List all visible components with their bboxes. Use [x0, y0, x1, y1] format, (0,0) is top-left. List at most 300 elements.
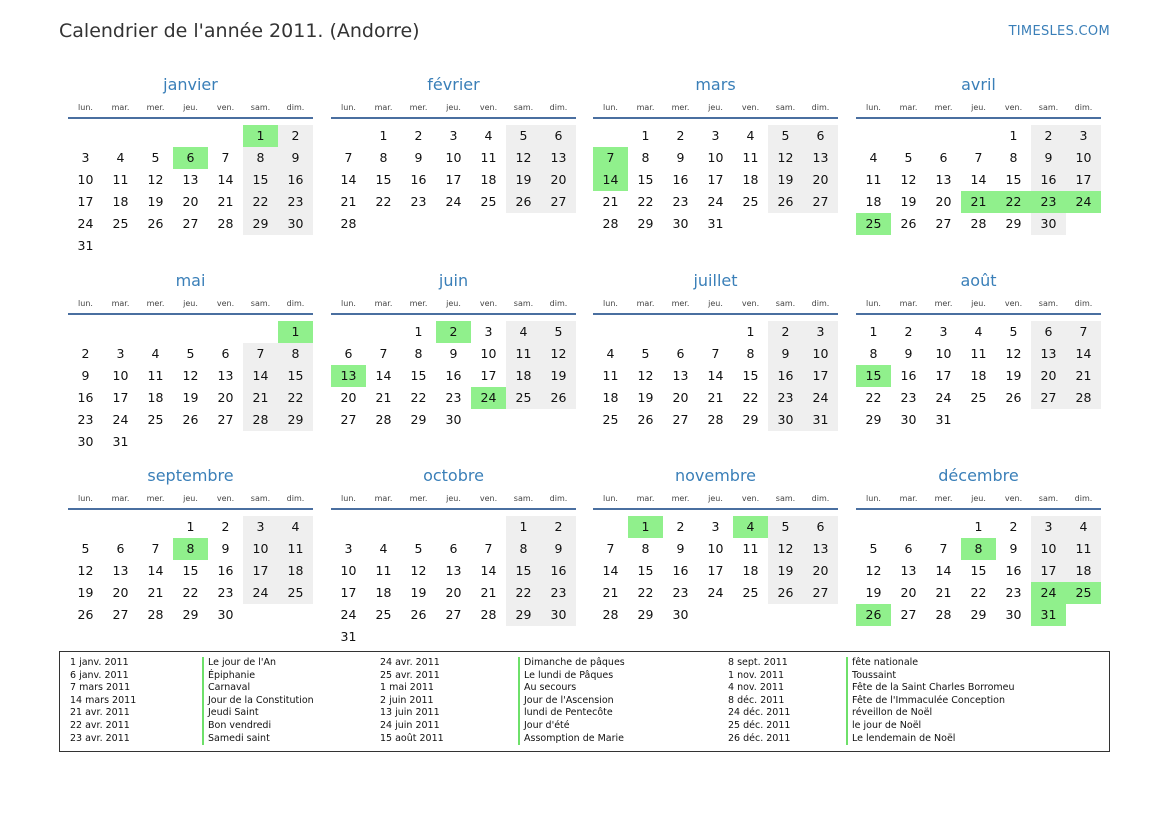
weekday-label: mer. — [671, 299, 690, 308]
day-cell: 18 — [278, 560, 313, 582]
legend-date: 8 sept. 2011 — [728, 657, 788, 668]
legend-date: 25 avr. 2011 — [380, 669, 440, 681]
day-cell: 3 — [116, 346, 125, 361]
legend-holiday-name: Jour de la Constitution — [208, 694, 314, 706]
site-link[interactable]: TIMESLES.COM — [1008, 24, 1110, 39]
day-cell: 14 — [340, 172, 357, 187]
weekday-label: lun. — [866, 494, 881, 503]
day-cell: 23 — [900, 390, 917, 405]
day-cell: 9 — [1009, 541, 1018, 556]
day-cell: 29 — [1005, 216, 1022, 231]
day-cell: 22 — [637, 585, 654, 600]
weekday-label: lun. — [78, 494, 93, 503]
day-cell: 5 — [541, 321, 576, 343]
day-cell: 27 — [803, 191, 838, 213]
month-divider — [856, 117, 1101, 119]
day-cell: 30 — [672, 607, 689, 622]
weekday-label: ven. — [479, 494, 498, 503]
legend-holiday-name: Le jour de l'An — [208, 657, 277, 668]
day-cell: 24 — [445, 194, 462, 209]
day-cell: 12 — [900, 172, 917, 187]
legend-dates-col — [70, 657, 136, 745]
day-cell: 29 — [278, 409, 313, 431]
day-cell: 23 — [410, 194, 427, 209]
day-cell: 12 — [147, 172, 164, 187]
day-cell: 11 — [147, 368, 164, 383]
day-cell: 20 — [445, 585, 462, 600]
day-cell: 15 — [182, 563, 199, 578]
holiday-day-cell: 6 — [173, 147, 208, 169]
day-cell: 8 — [746, 346, 755, 361]
day-cell: 13 — [900, 563, 917, 578]
day-cell: 22 — [970, 585, 987, 600]
day-cell: 10 — [707, 150, 724, 165]
day-cell: 17 — [1066, 169, 1101, 191]
day-cell: 15 — [970, 563, 987, 578]
day-cell: 19 — [865, 585, 882, 600]
day-cell: 22 — [506, 582, 541, 604]
weekday-label: ven. — [216, 299, 235, 308]
legend-date: 26 déc. 2011 — [728, 732, 791, 744]
day-cell: 20 — [340, 390, 357, 405]
legend-date: 7 mars 2011 — [70, 682, 131, 694]
weekday-label: sam. — [513, 103, 534, 112]
day-cell: 13 — [445, 563, 462, 578]
day-cell: 8 — [1009, 150, 1018, 165]
day-cell: 10 — [243, 538, 278, 560]
day-cell: 8 — [414, 346, 423, 361]
day-cell: 6 — [904, 541, 913, 556]
day-cell: 14 — [935, 563, 952, 578]
day-cell: 26 — [637, 412, 654, 427]
day-cell: 25 — [112, 216, 129, 231]
month-name: août — [960, 271, 997, 290]
day-cell: 1 — [746, 324, 755, 339]
weekday-label: dim. — [811, 494, 830, 503]
day-cell: 2 — [1009, 519, 1018, 534]
weekday-label: mer. — [409, 494, 428, 503]
day-cell: 31 — [340, 629, 357, 644]
holiday-day-cell: 7 — [593, 147, 628, 169]
day-cell: 9 — [676, 150, 685, 165]
day-cell: 2 — [1031, 125, 1066, 147]
weekday-label: sam. — [1038, 103, 1059, 112]
day-cell: 27 — [182, 216, 199, 231]
day-cell: 22 — [410, 390, 427, 405]
day-cell: 6 — [116, 541, 125, 556]
day-cell: 30 — [1005, 607, 1022, 622]
day-cell: 9 — [81, 368, 90, 383]
month-name: septembre — [147, 466, 234, 485]
day-cell: 6 — [939, 150, 948, 165]
day-cell: 6 — [449, 541, 458, 556]
weekday-label: jeu. — [446, 103, 461, 112]
day-cell: 2 — [278, 125, 313, 147]
day-cell: 26 — [768, 582, 803, 604]
day-cell: 23 — [1005, 585, 1022, 600]
legend-names-col — [202, 657, 314, 745]
day-cell: 30 — [77, 434, 94, 449]
day-cell: 1 — [641, 128, 650, 143]
legend-holiday-name: lundi de Pentecôte — [524, 707, 613, 719]
weekday-label: ven. — [216, 103, 235, 112]
day-cell: 14 — [375, 368, 392, 383]
legend-holiday-name: Samedi saint — [208, 732, 270, 744]
day-cell: 19 — [900, 194, 917, 209]
day-cell: 3 — [1066, 125, 1101, 147]
day-cell: 19 — [637, 390, 654, 405]
day-cell: 10 — [340, 563, 357, 578]
day-cell: 30 — [900, 412, 917, 427]
day-cell: 2 — [221, 519, 230, 534]
day-cell: 4 — [278, 516, 313, 538]
weekday-label: mer. — [146, 494, 165, 503]
day-cell: 9 — [414, 150, 423, 165]
day-cell: 20 — [182, 194, 199, 209]
day-cell: 17 — [480, 368, 497, 383]
legend-holiday-name: Le lundi de Pâques — [524, 669, 614, 681]
day-cell: 9 — [768, 343, 803, 365]
day-cell: 5 — [151, 150, 160, 165]
day-cell: 8 — [278, 343, 313, 365]
day-cell: 8 — [243, 147, 278, 169]
weekday-label: dim. — [549, 299, 568, 308]
day-cell: 26 — [541, 387, 576, 409]
month-name: octobre — [423, 466, 484, 485]
day-cell: 21 — [147, 585, 164, 600]
day-cell: 10 — [803, 343, 838, 365]
weekday-label: mar. — [374, 299, 393, 308]
legend-date: 4 nov. 2011 — [728, 682, 784, 694]
day-cell: 3 — [449, 128, 458, 143]
day-cell: 24 — [707, 585, 724, 600]
day-cell: 19 — [410, 585, 427, 600]
day-cell: 11 — [1066, 538, 1101, 560]
day-cell: 2 — [768, 321, 803, 343]
weekday-label: mar. — [636, 103, 655, 112]
day-cell: 21 — [217, 194, 234, 209]
day-cell: 18 — [112, 194, 129, 209]
day-cell: 3 — [1031, 516, 1066, 538]
day-cell: 17 — [1031, 560, 1066, 582]
day-cell: 6 — [803, 516, 838, 538]
day-cell: 5 — [414, 541, 423, 556]
day-cell: 9 — [221, 541, 230, 556]
day-cell: 26 — [1005, 390, 1022, 405]
day-cell: 11 — [865, 172, 882, 187]
day-cell: 7 — [151, 541, 160, 556]
day-cell: 30 — [445, 412, 462, 427]
weekday-label: jeu. — [446, 494, 461, 503]
day-cell: 29 — [865, 412, 882, 427]
day-cell: 28 — [602, 607, 619, 622]
day-cell: 12 — [410, 563, 427, 578]
day-cell: 3 — [803, 321, 838, 343]
day-cell: 28 — [243, 409, 278, 431]
day-cell: 18 — [147, 390, 164, 405]
day-cell: 28 — [147, 607, 164, 622]
day-cell: 11 — [112, 172, 129, 187]
day-cell: 24 — [112, 412, 129, 427]
weekday-label: dim. — [811, 299, 830, 308]
day-cell: 17 — [707, 172, 724, 187]
day-cell: 6 — [676, 346, 685, 361]
month-name: décembre — [938, 466, 1019, 485]
day-cell: 28 — [707, 412, 724, 427]
day-cell: 12 — [77, 563, 94, 578]
day-cell: 18 — [602, 390, 619, 405]
day-cell: 5 — [506, 125, 541, 147]
day-cell: 10 — [480, 346, 497, 361]
day-cell: 14 — [1066, 343, 1101, 365]
weekday-label: mar. — [374, 494, 393, 503]
legend-holiday-name: Bon vendredi — [208, 719, 272, 731]
weekday-label: mar. — [899, 103, 918, 112]
day-cell: 26 — [182, 412, 199, 427]
day-cell: 7 — [344, 150, 353, 165]
weekday-label: dim. — [1074, 103, 1093, 112]
day-cell: 2 — [414, 128, 423, 143]
day-cell: 18 — [1066, 560, 1101, 582]
holiday-day-cell: 22 — [996, 191, 1031, 213]
day-cell: 28 — [340, 216, 357, 231]
day-cell: 29 — [506, 604, 541, 626]
day-cell: 1 — [506, 516, 541, 538]
day-cell: 15 — [375, 172, 392, 187]
month-5 — [68, 271, 313, 451]
weekday-label: jeu. — [446, 299, 461, 308]
weekday-label: sam. — [513, 494, 534, 503]
day-cell: 21 — [243, 387, 278, 409]
day-cell: 12 — [865, 563, 882, 578]
day-cell: 15 — [243, 169, 278, 191]
day-cell: 23 — [672, 194, 689, 209]
day-cell: 30 — [1031, 213, 1066, 235]
day-cell: 4 — [974, 324, 983, 339]
day-cell: 20 — [803, 169, 838, 191]
day-cell: 16 — [541, 560, 576, 582]
holiday-day-cell: 23 — [1031, 191, 1066, 213]
day-cell: 4 — [151, 346, 160, 361]
day-cell: 22 — [637, 194, 654, 209]
weekday-label: ven. — [216, 494, 235, 503]
legend-date: 22 avr. 2011 — [70, 719, 130, 731]
day-cell: 7 — [711, 346, 720, 361]
day-cell: 29 — [182, 607, 199, 622]
weekday-label: dim. — [286, 299, 305, 308]
holiday-day-cell: 15 — [856, 365, 891, 387]
day-cell: 13 — [935, 172, 952, 187]
day-cell: 15 — [506, 560, 541, 582]
weekday-label: mer. — [934, 103, 953, 112]
day-cell: 29 — [970, 607, 987, 622]
day-cell: 17 — [77, 194, 94, 209]
day-cell: 18 — [480, 172, 497, 187]
day-cell: 7 — [243, 343, 278, 365]
day-cell: 28 — [935, 607, 952, 622]
day-cell: 24 — [935, 390, 952, 405]
day-cell: 11 — [970, 346, 987, 361]
day-cell: 11 — [602, 368, 619, 383]
day-cell: 3 — [711, 128, 720, 143]
weekday-label: jeu. — [183, 494, 198, 503]
day-cell: 13 — [803, 147, 838, 169]
month-divider — [68, 508, 313, 510]
month-7 — [593, 271, 838, 451]
day-cell: 18 — [742, 563, 759, 578]
day-cell: 28 — [217, 216, 234, 231]
day-cell: 4 — [606, 346, 615, 361]
weekday-label: mar. — [636, 494, 655, 503]
day-cell: 19 — [768, 169, 803, 191]
day-cell: 10 — [1066, 147, 1101, 169]
day-cell: 24 — [243, 582, 278, 604]
holiday-day-cell: 1 — [243, 125, 278, 147]
day-cell: 23 — [445, 390, 462, 405]
weekday-label: ven. — [1004, 103, 1023, 112]
day-cell: 7 — [974, 150, 983, 165]
day-cell: 18 — [970, 368, 987, 383]
day-cell: 27 — [1031, 387, 1066, 409]
day-cell: 13 — [182, 172, 199, 187]
holiday-day-cell: 24 — [1031, 582, 1066, 604]
month-2 — [331, 75, 576, 255]
day-cell: 2 — [676, 519, 685, 534]
weekday-label: mer. — [146, 103, 165, 112]
day-cell: 25 — [147, 412, 164, 427]
day-cell: 3 — [484, 324, 493, 339]
weekday-label: jeu. — [708, 103, 723, 112]
legend-holiday-name: Jour d'été — [524, 719, 570, 731]
weekday-label: sam. — [1038, 299, 1059, 308]
day-cell: 21 — [602, 194, 619, 209]
day-cell: 20 — [112, 585, 129, 600]
day-cell: 10 — [707, 541, 724, 556]
day-cell: 9 — [541, 538, 576, 560]
day-cell: 3 — [711, 519, 720, 534]
day-cell: 23 — [217, 585, 234, 600]
weekday-label: sam. — [775, 494, 796, 503]
day-cell: 16 — [1005, 563, 1022, 578]
day-cell: 10 — [1031, 538, 1066, 560]
day-cell: 1 — [186, 519, 195, 534]
day-cell: 16 — [768, 365, 803, 387]
day-cell: 27 — [803, 582, 838, 604]
weekday-label: mar. — [111, 494, 130, 503]
month-12 — [856, 466, 1101, 646]
holiday-day-cell: 21 — [961, 191, 996, 213]
day-cell: 5 — [1009, 324, 1018, 339]
month-divider — [856, 313, 1101, 315]
day-cell: 19 — [1005, 368, 1022, 383]
month-11 — [593, 466, 838, 646]
day-cell: 25 — [506, 387, 541, 409]
day-cell: 9 — [676, 541, 685, 556]
day-cell: 17 — [803, 365, 838, 387]
day-cell: 28 — [375, 412, 392, 427]
day-cell: 19 — [147, 194, 164, 209]
month-divider — [593, 508, 838, 510]
day-cell: 5 — [768, 516, 803, 538]
day-cell: 19 — [182, 390, 199, 405]
legend-names-col — [846, 657, 1015, 745]
weekday-label: mar. — [111, 299, 130, 308]
day-cell: 7 — [606, 541, 615, 556]
day-cell: 11 — [742, 150, 759, 165]
day-cell: 17 — [445, 172, 462, 187]
weekday-label: sam. — [513, 299, 534, 308]
day-cell: 24 — [77, 216, 94, 231]
day-cell: 10 — [77, 172, 94, 187]
day-cell: 26 — [147, 216, 164, 231]
day-cell: 4 — [506, 321, 541, 343]
weekday-label: lun. — [78, 103, 93, 112]
day-cell: 19 — [506, 169, 541, 191]
day-cell: 30 — [541, 604, 576, 626]
month-4 — [856, 75, 1101, 255]
day-cell: 25 — [278, 582, 313, 604]
day-cell: 31 — [803, 409, 838, 431]
day-cell: 11 — [742, 541, 759, 556]
day-cell: 12 — [768, 147, 803, 169]
day-cell: 12 — [541, 343, 576, 365]
weekday-label: jeu. — [183, 103, 198, 112]
day-cell: 7 — [221, 150, 230, 165]
day-cell: 15 — [410, 368, 427, 383]
day-cell: 25 — [602, 412, 619, 427]
day-cell: 17 — [340, 585, 357, 600]
day-cell: 20 — [900, 585, 917, 600]
day-cell: 14 — [707, 368, 724, 383]
day-cell: 5 — [641, 346, 650, 361]
holiday-day-cell: 24 — [1066, 191, 1101, 213]
day-cell: 11 — [506, 343, 541, 365]
weekday-label: mar. — [636, 299, 655, 308]
day-cell: 14 — [602, 563, 619, 578]
weekday-label: jeu. — [708, 494, 723, 503]
holiday-day-cell: 31 — [1031, 604, 1066, 626]
day-cell: 15 — [278, 365, 313, 387]
legend-date: 2 juin 2011 — [380, 694, 434, 706]
weekday-label: lun. — [866, 103, 881, 112]
day-cell: 12 — [637, 368, 654, 383]
legend-holiday-name: Toussaint — [852, 669, 897, 681]
holiday-day-cell: 24 — [471, 387, 506, 409]
weekday-label: lun. — [341, 103, 356, 112]
weekday-label: mer. — [671, 494, 690, 503]
day-cell: 29 — [243, 213, 278, 235]
legend-date: 23 avr. 2011 — [70, 732, 130, 744]
day-cell: 30 — [672, 216, 689, 231]
day-cell: 22 — [865, 390, 882, 405]
weekday-label: ven. — [741, 103, 760, 112]
weekday-label: mer. — [671, 103, 690, 112]
day-cell: 15 — [1005, 172, 1022, 187]
day-cell: 12 — [768, 538, 803, 560]
legend-date: 25 déc. 2011 — [728, 719, 791, 731]
day-cell: 31 — [707, 216, 724, 231]
holiday-legend — [59, 651, 1110, 752]
day-cell: 27 — [672, 412, 689, 427]
holiday-day-cell: 1 — [278, 321, 313, 343]
weekday-label: dim. — [1074, 299, 1093, 308]
legend-holiday-name: réveillon de Noël — [852, 707, 933, 719]
holiday-day-cell: 26 — [856, 604, 891, 626]
legend-holiday-name: Au secours — [524, 682, 577, 694]
holiday-day-cell: 8 — [961, 538, 996, 560]
day-cell: 14 — [147, 563, 164, 578]
weekday-label: sam. — [250, 103, 271, 112]
